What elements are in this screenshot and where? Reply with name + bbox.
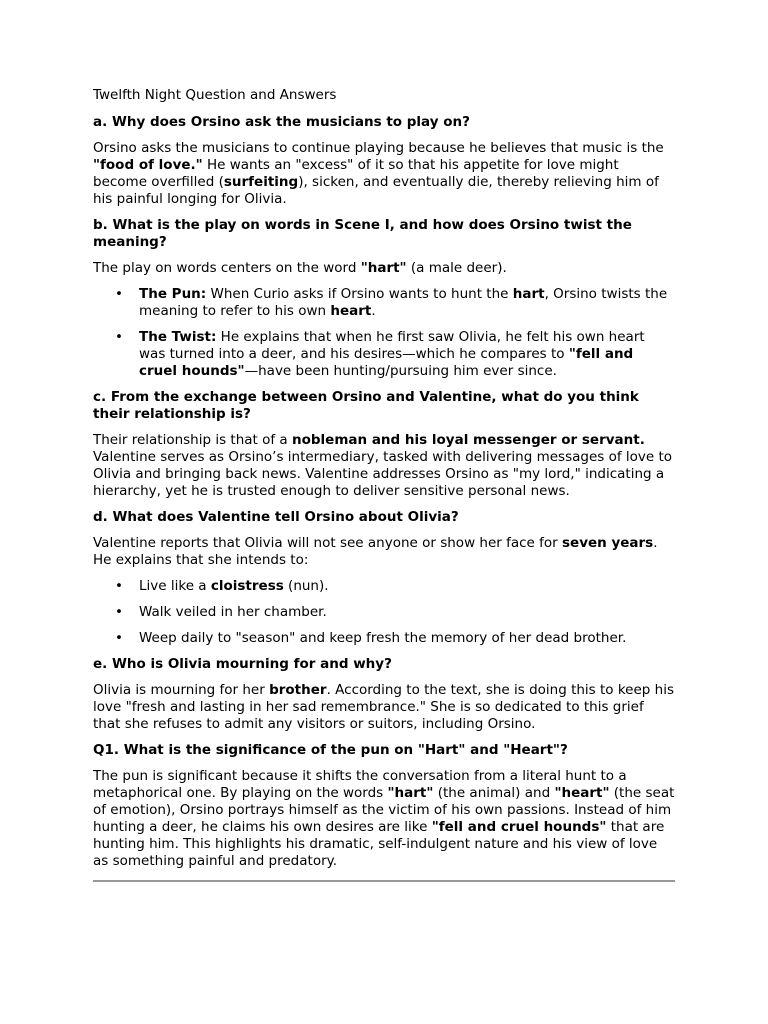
- question-a: a. Why does Orsino ask the musicians to play on?: [93, 114, 470, 130]
- horizontal-divider: [93, 880, 675, 882]
- question-q1: Q1. What is the significance of the pun on "Hart" and "Heart"?: [93, 742, 568, 758]
- question-e: e. Who is Olivia mourning for and why?: [93, 656, 392, 672]
- document-body: [93, 87, 675, 882]
- question-d: d. What does Valentine tell Orsino about Olivia?: [93, 509, 459, 525]
- answer-b: The play on words centers on the word "hart" (a male deer).: [93, 260, 507, 276]
- list-item: • The Pun: When Curio asks if Orsino wants to hunt the hart, Orsino twists the meaning to refer to his own heart.: [139, 286, 675, 320]
- answer-a: Orsino asks the musicians to continue playing because he believes that music is the "food of love." He wants an "excess" of it so that his appetite for love might become overfilled (surfeiting), sicken, and eventually die, thereby relieving him of his painful longing for Olivia.: [93, 140, 664, 207]
- list-item: • The Twist: He explains that when he first saw Olivia, he felt his own heart was turned into a deer, and his desires—which he compares to "fell and cruel hounds"—have been hunting/pursuing him ever since.: [139, 329, 675, 380]
- answer-e: Olivia is mourning for her brother. According to the text, she is doing this to keep his love "fresh and lasting in her sad remembrance." She is so dedicated to this grief that she refuses to admit any visitors or suitors, including Orsino.: [93, 682, 674, 732]
- question-c: c. From the exchange between Orsino and Valentine, what do you think their relationship is?: [93, 389, 639, 422]
- answer-b-list: [93, 286, 675, 380]
- document-title: Twelfth Night Question and Answers: [93, 87, 337, 103]
- list-item: • Live like a cloistress (nun).: [139, 578, 675, 595]
- answer-d: Valentine reports that Olivia will not see anyone or show her face for seven years. He explains that she intends to:: [93, 535, 658, 568]
- list-item: • Weep daily to "season" and keep fresh the memory of her dead brother.: [139, 630, 675, 647]
- question-b: b. What is the play on words in Scene I, and how does Orsino twist the meaning?: [93, 217, 632, 250]
- list-item: • Walk veiled in her chamber.: [139, 604, 675, 621]
- answer-d-list: [93, 578, 675, 647]
- answer-q1: The pun is significant because it shifts the conversation from a literal hunt to a metaphorical one. By playing on the words "hart" (the animal) and "heart" (the seat of emotion), Orsino portrays himself as the victim of his own passions. Instead of him hunting a deer, he claims his own desires are like "fell and cruel hounds" that are hunting him. This highlights his dramatic, self-indulgent nature and his view of love as something painful and predatory.: [93, 768, 675, 869]
- answer-c: Their relationship is that of a nobleman and his loyal messenger or servant. Valentine serves as Orsino’s intermediary, tasked with delivering messages of love to Olivia and bringing back news. Valentine addresses Orsino as "my lord," indicating a hierarchy, yet he is trusted enough to deliver sensitive personal news.: [93, 432, 673, 499]
